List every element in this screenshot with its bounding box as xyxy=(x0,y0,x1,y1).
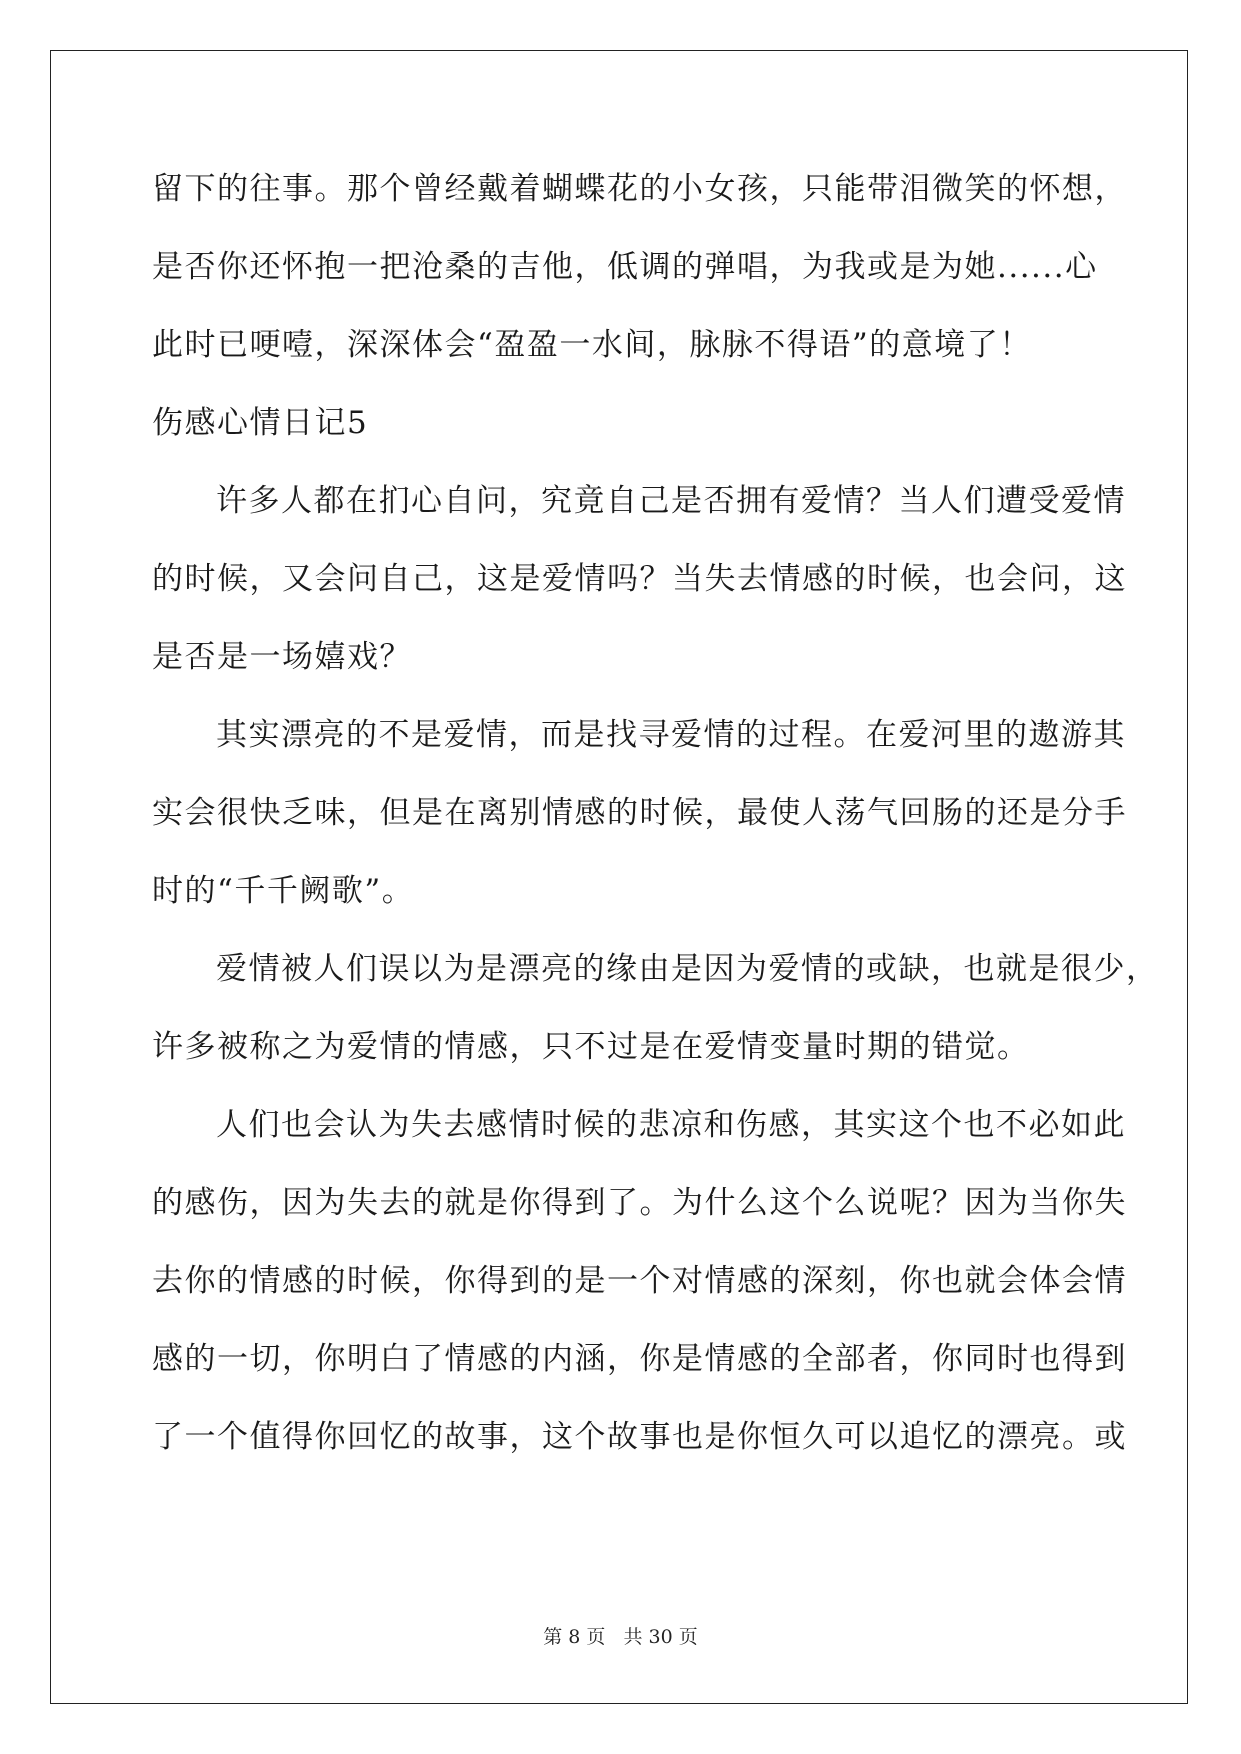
text-line: 的时候，又会问自己，这是爱情吗？当失去情感的时候，也会问，这 xyxy=(152,561,1127,597)
text-line: 时的“千千阙歌”。 xyxy=(152,873,415,909)
page-number: 第 8 页 xyxy=(543,1626,606,1648)
text-line: 了一个值得你回忆的故事，这个故事也是你恒久可以追忆的漂亮。或 xyxy=(152,1419,1127,1455)
page-total: 共 30 页 xyxy=(623,1626,698,1648)
text-line: 许多被称之为爱情的情感，只不过是在爱情变量时期的错觉。 xyxy=(152,1029,1030,1065)
text-line: 实会很快乏味，但是在离别情感的时候，最使人荡气回肠的还是分手 xyxy=(152,795,1127,831)
text-line: 人们也会认为失去感情时候的悲凉和伤感，其实这个也不必如此 xyxy=(216,1107,1126,1143)
text-line: 其实漂亮的不是爱情，而是找寻爱情的过程。在爱河里的遨游其 xyxy=(216,717,1126,753)
text-line: 的感伤，因为失去的就是你得到了。为什么这个么说呢？因为当你失 xyxy=(152,1185,1127,1221)
text-line: 是否你还怀抱一把沧桑的吉他，低调的弹唱，为我或是为她......心 xyxy=(152,249,1098,285)
text-line: 许多人都在扪心自问，究竟自己是否拥有爱情？当人们遭受爱情 xyxy=(216,483,1126,519)
text-line: 感的一切，你明白了情感的内涵，你是情感的全部者，你同时也得到 xyxy=(152,1341,1127,1377)
text-line: 去你的情感的时候，你得到的是一个对情感的深刻，你也就会体会情 xyxy=(152,1263,1127,1299)
text-line: 是否是一场嬉戏？ xyxy=(152,639,412,675)
section-heading: 伤感心情日记5 xyxy=(152,405,369,441)
text-line: 留下的往事。那个曾经戴着蝴蝶花的小女孩，只能带泪微笑的怀想， xyxy=(152,171,1127,207)
text-line: 爱情被人们误以为是漂亮的缘由是因为爱情的或缺，也就是很少， xyxy=(216,951,1159,987)
document-body xyxy=(152,150,1159,1476)
text-line: 此时已哽噎，深深体会“盈盈一水间，脉脉不得语”的意境了！ xyxy=(152,327,1032,363)
page-footer xyxy=(0,1622,1241,1649)
